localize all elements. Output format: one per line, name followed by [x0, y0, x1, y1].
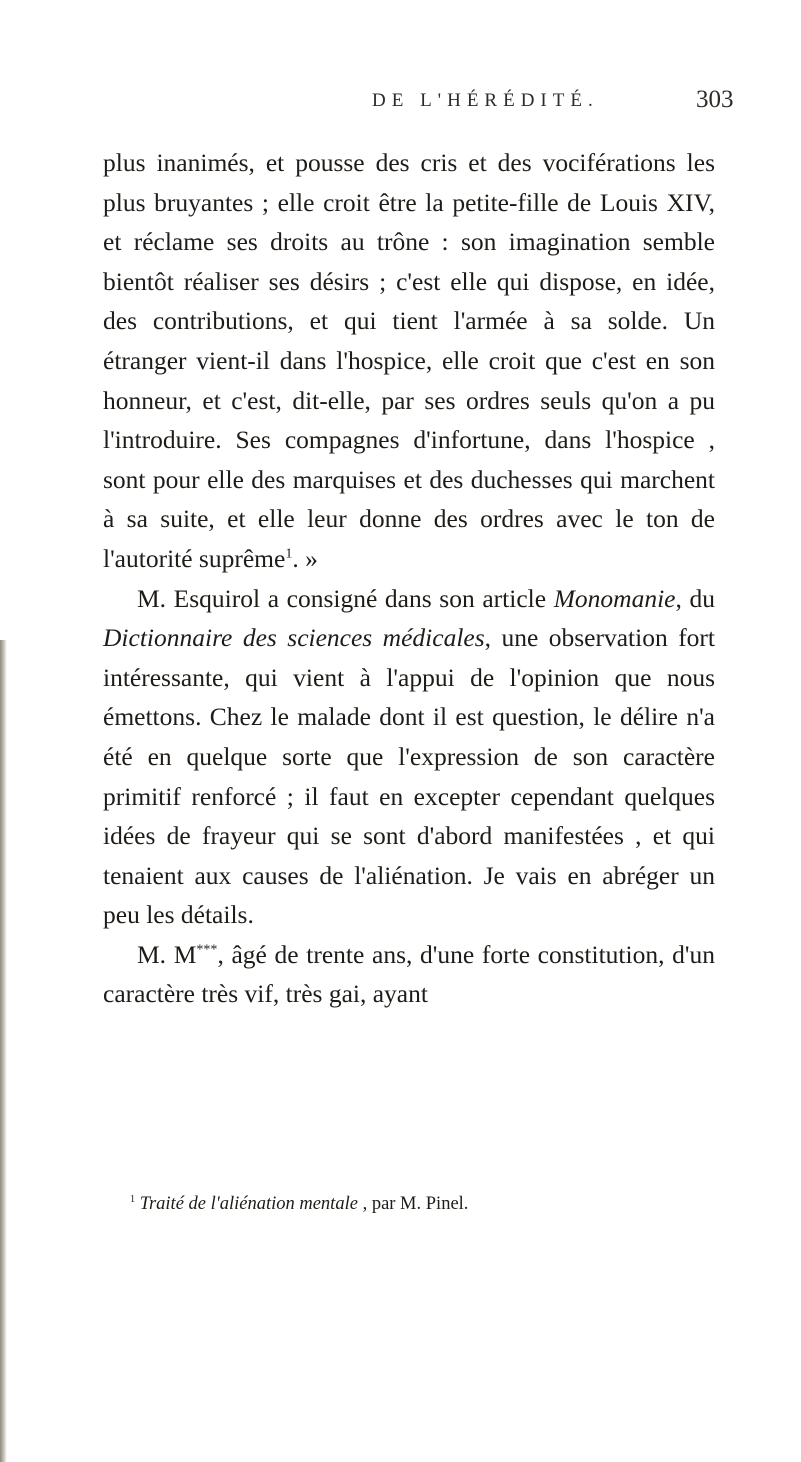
- footnote: [130, 1194, 468, 1215]
- paragraph-esquirol: [103, 579, 715, 935]
- page-edge-shadow: [0, 640, 7, 1462]
- page-number: 303: [696, 86, 734, 113]
- footnote-marker: 1: [130, 1193, 136, 1205]
- paragraph-text: , du: [675, 583, 716, 613]
- paragraph-text: plus inanimés, et pousse des cris et des vociférations les plus bruyantes ; elle croit être la petite-fille de Louis XIV, et réclame ses droits au trône : son imagination semble bientôt réaliser ses désirs ; c'est elle qui dispose, en idée, des contributions, et qui tient l'armée à sa solde. Un étranger vient-il dans l'hospice, elle croit que c'est en son honneur, et c'est, dit-elle, par ses ordres seuls qu'on a pu l'introduire. Ses compagnes d'infortune, dans l'hospice , sont pour elle des marquises et des duchesses qui marchent à sa suite, et elle leur donne des ordres avec le ton de l'autorité suprême: [103, 148, 715, 573]
- running-title: DE L'HÉRÉDITÉ.: [372, 90, 599, 111]
- paragraph-text-end: . »: [292, 543, 318, 573]
- article-title: Monomanie: [553, 583, 676, 613]
- footnote-book-title: Traité de l'aliénation mentale: [139, 1194, 358, 1214]
- paragraph-text: M. M: [137, 939, 197, 969]
- paragraph-text: , âgé de trente ans, d'une forte constitution, d'un caractère très vif, très gai, ayant: [103, 939, 715, 1009]
- main-text: [103, 143, 715, 1014]
- paragraph-continuation: [103, 143, 715, 579]
- footnote-author: , par M. Pinel.: [357, 1194, 469, 1214]
- footnote-reference: 1: [285, 546, 293, 562]
- paragraph-text: , une observation fort intéressante, qui vient à l'appui de l'opinion que nous émettons. Chez le malade dont il est question, le délire n'a été en quelque sorte que l'expression de son caractère primitif renforcé ; il faut en excepter cependant quelques idées de frayeur qui se sont d'abord manifestées , et qui tenaient aux causes de l'aliénation. Je vais en abréger un peu les détails.: [103, 623, 716, 930]
- anonymization-stars: ***: [196, 942, 218, 958]
- paragraph-patient: [103, 935, 715, 1014]
- paragraph-text: M. Esquirol a consigné dans son article: [137, 583, 554, 613]
- dictionary-title: Dictionnaire des sciences médicales: [103, 623, 485, 653]
